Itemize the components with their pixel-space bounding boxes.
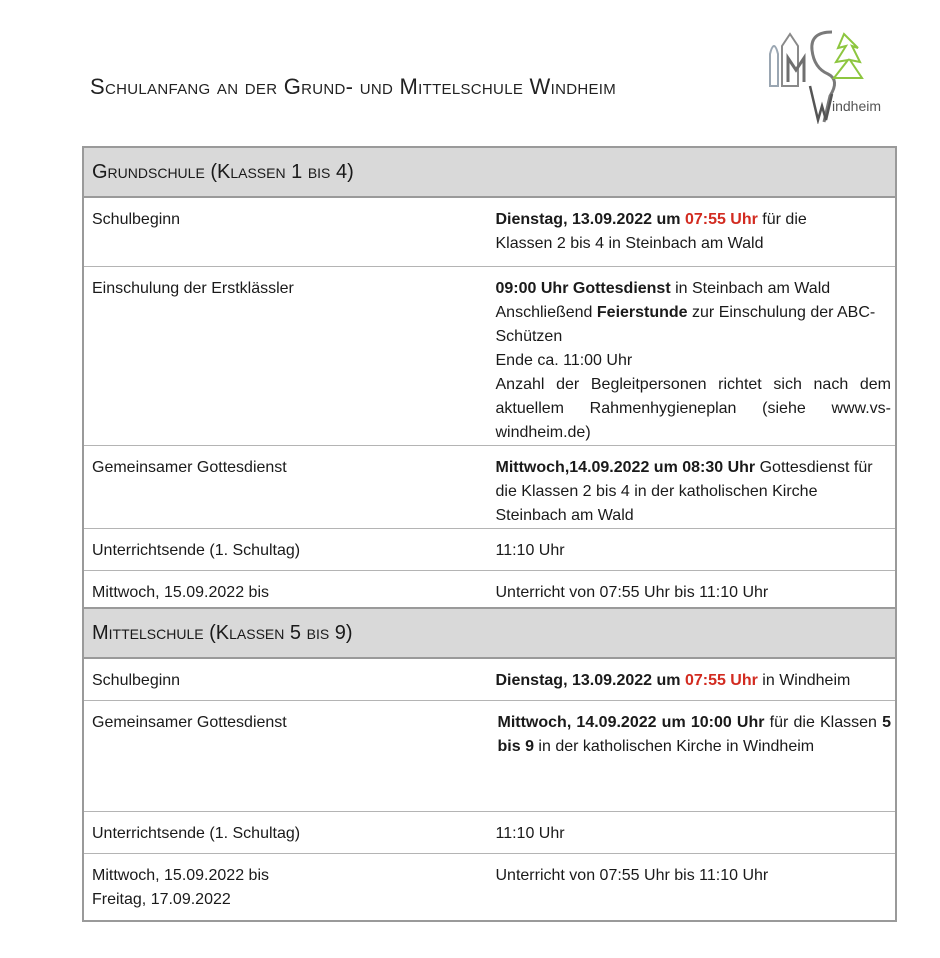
table-row bbox=[83, 445, 896, 528]
row-label: Einschulung der Erstklässler bbox=[83, 266, 490, 445]
logo-text: indheim bbox=[832, 98, 882, 114]
row-value: Dienstag, 13.09.2022 um 07:55 Uhr für die Klassen 2 bis 4 in Steinbach am Wald bbox=[490, 197, 897, 266]
start-time-highlight: 07:55 Uhr bbox=[684, 672, 758, 689]
grundschule-table bbox=[82, 146, 897, 639]
grundschule-heading: Grundschule (Klassen 1 bis 4) bbox=[83, 147, 896, 197]
table-row bbox=[83, 658, 896, 700]
mittelschule-table bbox=[82, 607, 897, 922]
table-row bbox=[83, 700, 896, 811]
table-row bbox=[83, 197, 896, 266]
table-row bbox=[83, 853, 896, 921]
row-label: Unterrichtsende (1. Schultag) bbox=[83, 528, 490, 570]
mittelschule-heading: Mittelschule (Klassen 5 bis 9) bbox=[83, 608, 896, 658]
row-label: Mittwoch, 15.09.2022 bis bbox=[83, 570, 490, 638]
row-value: 11:10 Uhr bbox=[490, 528, 897, 570]
row-label: Mittwoch, 15.09.2022 bis Freitag, 17.09.2022 bbox=[83, 853, 490, 921]
table-row bbox=[83, 811, 896, 853]
start-time-highlight: 07:55 Uhr bbox=[684, 211, 758, 228]
table-row bbox=[83, 528, 896, 570]
row-label: Schulbeginn bbox=[83, 658, 490, 700]
row-label: Unterrichtsende (1. Schultag) bbox=[83, 811, 490, 853]
row-label: Gemeinsamer Gottesdienst bbox=[83, 445, 490, 528]
table-row bbox=[83, 266, 896, 445]
row-value: Mittwoch,14.09.2022 um 08:30 Uhr Gottesdienst für die Klassen 2 bis 4 in der katholischen Kirche Steinbach am Wald bbox=[490, 445, 897, 528]
row-value: 11:10 Uhr bbox=[490, 811, 897, 853]
row-value: Mittwoch, 14.09.2022 um 10:00 Uhr für die Klassen 5 bis 9 in der katholischen Kirche in Windheim bbox=[490, 700, 897, 811]
page-title: Schulanfang an der Grund- und Mittelschule Windheim bbox=[90, 74, 617, 99]
row-value: Unterricht von 07:55 Uhr bis 11:10 Uhr bbox=[490, 570, 897, 638]
row-value: Unterricht von 07:55 Uhr bis 11:10 Uhr bbox=[490, 853, 897, 921]
row-value: 09:00 Uhr Gottesdienst in Steinbach am Wald Anschließend Feierstunde zur Einschulung der ABC-Schützen Ende ca. 11:00 Uhr Anzahl der Begleitpersonen richtet sich nach dem aktuellem Rahmenhygieneplan (siehe www.vs-windheim.de) bbox=[490, 266, 897, 445]
row-label: Gemeinsamer Gottesdienst bbox=[83, 700, 490, 811]
row-value: Dienstag, 13.09.2022 um 07:55 Uhr in Windheim bbox=[490, 658, 897, 700]
row-label: Schulbeginn bbox=[83, 197, 490, 266]
